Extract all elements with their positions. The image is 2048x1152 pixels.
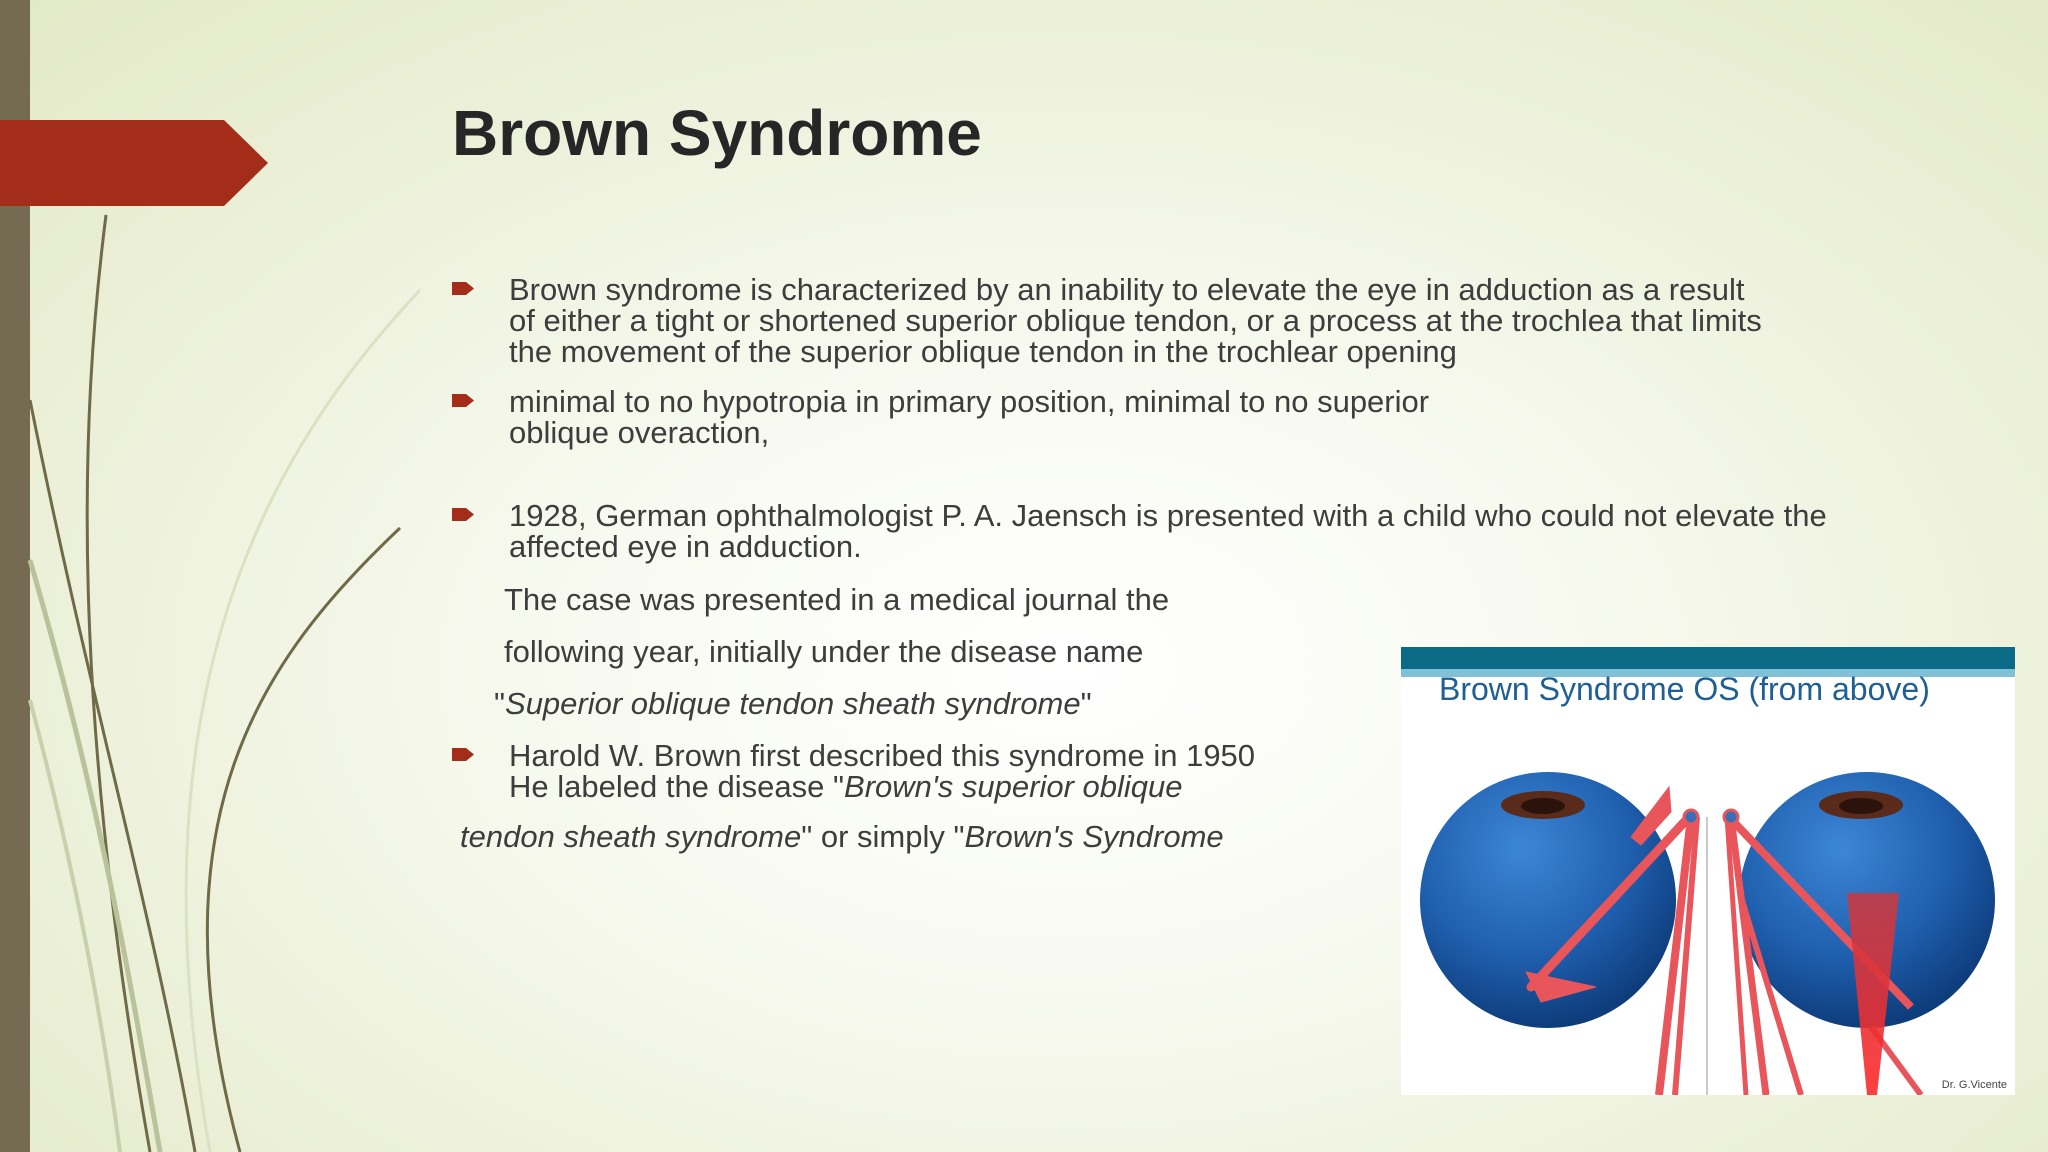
title-arrow-accent [0,120,268,206]
left-trochlea [1684,810,1698,824]
bullet-line: 1928, German ophthalmologist P. A. Jaensch is presented with a child who could not elevate the [509,498,1827,533]
arrow-bullet-icon [452,508,474,521]
italic-disease-name: tendon sheath syndrome [460,819,802,854]
arrow-bullet-icon [452,282,474,295]
bullet-line: minimal to no hypotropia in primary position, minimal to no superior [509,384,1430,419]
bullet-line: Brown syndrome is characterized by an inability to elevate the eye in adduction as a result [509,272,1745,307]
arrow-bullet-icon [452,748,474,761]
bullet-italic-text: Brown's superior oblique [844,769,1183,804]
right-trochlea [1724,810,1738,824]
history-paragraph-line: following year, initially under the disease name [504,634,1144,669]
disease-name-line [494,688,1092,719]
bullet-line: of either a tight or shortened superior oblique tendon, or a process at the trochlea that limits [509,303,1762,338]
arrow-bullet-icon [452,394,474,407]
bullet-findings [452,386,1429,448]
quote-mark: " [1080,686,1092,721]
quote-mark: " [494,686,506,721]
figure-credit: Dr. G.Vicente [1941,1079,2007,1091]
bullet-history-1928 [452,500,1827,562]
slide-title: Brown Syndrome [452,97,982,169]
figure-title: Brown Syndrome OS (from above) [1439,671,1930,707]
history-paragraph-line: The case was presented in a medical journal the [504,582,1170,617]
bullet-line [509,771,1255,802]
brown-syndrome-illustration [1401,647,2015,1095]
bullet-harold-brown [452,740,1255,802]
bullet-line: oblique overaction, [509,415,770,450]
italic-syndrome-name: Brown's Syndrome [964,819,1224,854]
bullet-line-text: He labeled the disease " [509,769,845,804]
connector-text: " or simply " [801,819,965,854]
bullet-definition [452,274,1762,367]
brown-name-continuation [460,821,1224,852]
bullet-line: the movement of the superior oblique tendon in the trochlear opening [509,334,1457,369]
eyes-diagram [1401,647,2015,1095]
bullet-line: Harold W. Brown first described this syndrome in 1950 [509,738,1256,773]
bullet-line: affected eye in adduction. [509,529,862,564]
disease-name-italic: Superior oblique tendon sheath syndrome [505,686,1081,721]
